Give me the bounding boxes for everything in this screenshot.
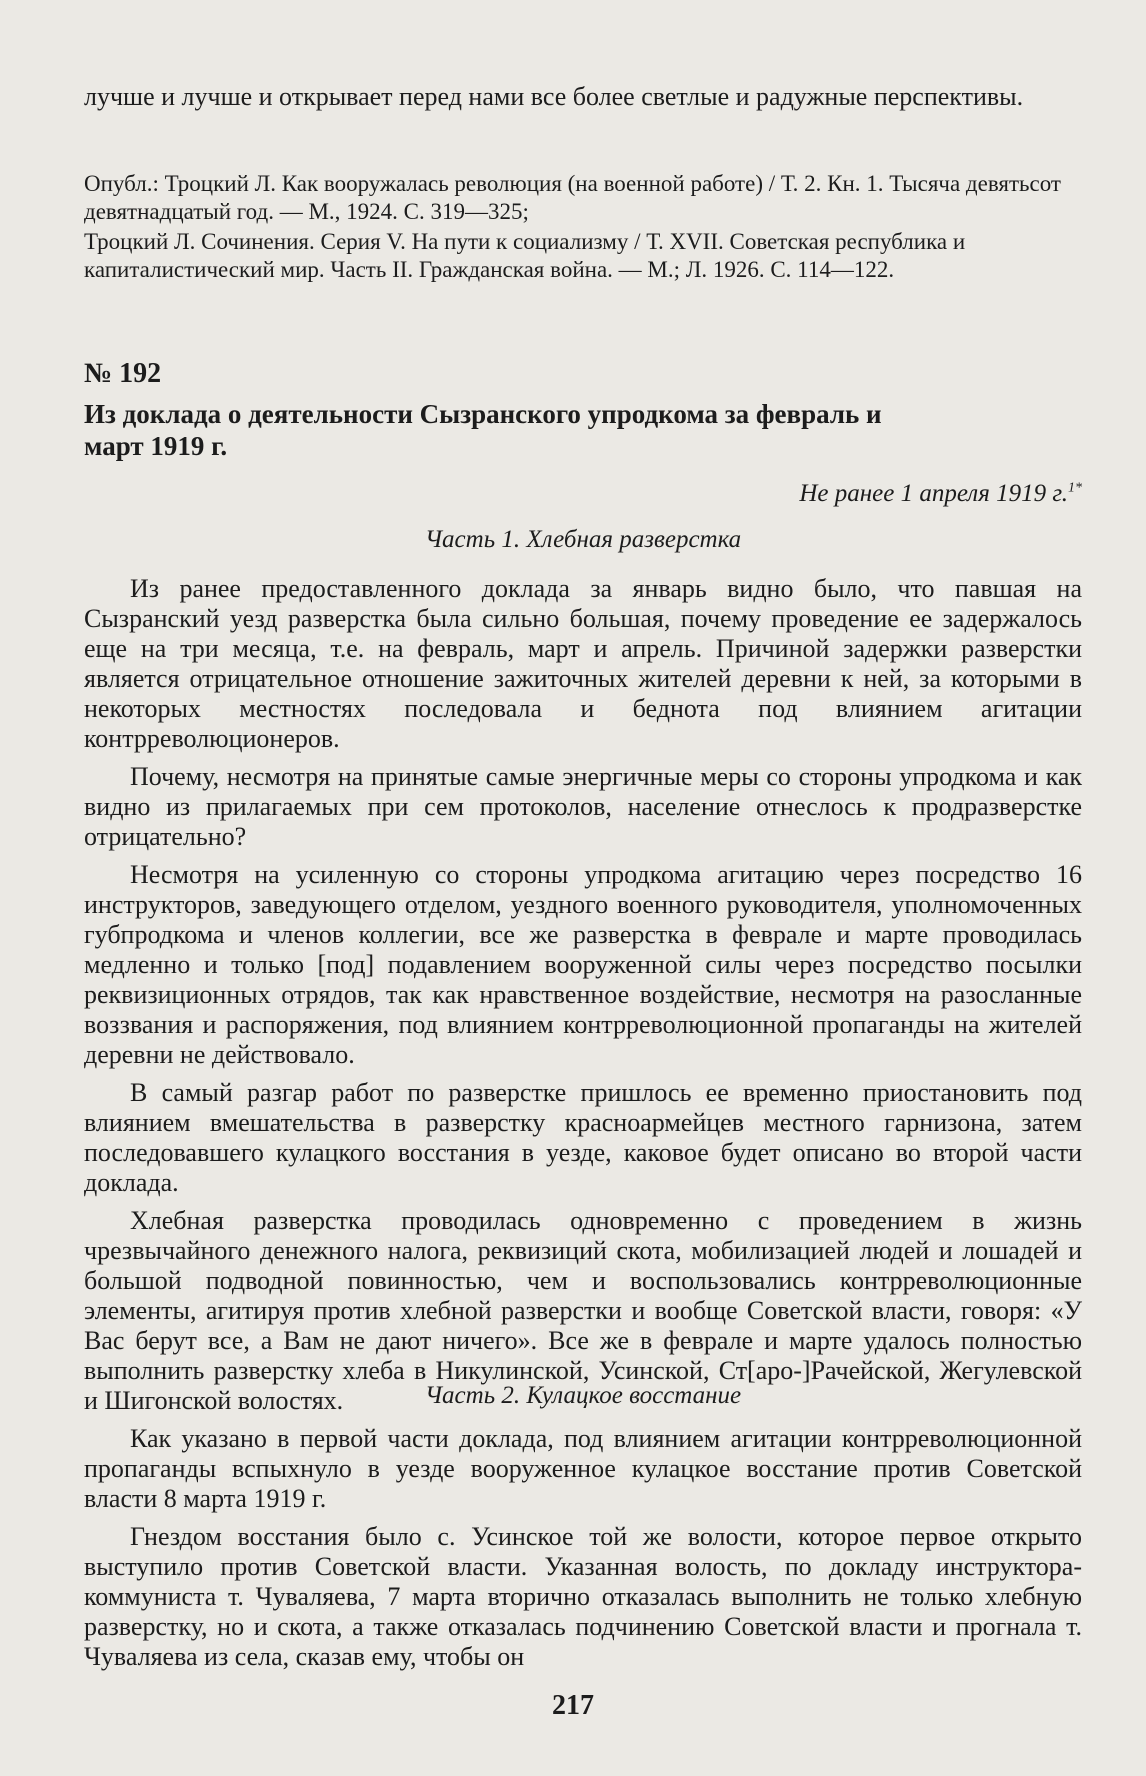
continuation-text	[84, 82, 1082, 112]
paragraph: В самый разгар работ по разверстке пришлось ее временно приостановить под влиянием вмешательства в разверстку красноармейцев местного гарнизона, затем последовавшего кулацкого восстания в уезде, каковое будет описано во второй части доклада.	[84, 1078, 1082, 1197]
paragraph: Из ранее предоставленного доклада за январь видно было, что павшая на Сызранский уезд разверстка была сильно большая, почему проведение ее задержалось еще на три месяца, т.е. на февраль, март и апрель. Причиной задержки разверстки является отрицательное отношение зажиточных жителей деревни к ней, за которыми в некоторых местностях последовала и беднота под влиянием агитации контрреволюционеров.	[84, 574, 1082, 753]
date-text: Не ранее 1 апреля 1919 г.	[799, 480, 1068, 507]
date-footnote-mark: 1*	[1068, 480, 1082, 496]
paragraph: Несмотря на усиленную со стороны упродкома агитацию через посредство 16 инструкторов, заведующего отделом, уездного военного руководителя, уполномоченных губпродкома и членов коллегии, все же разверстка в феврале и марте проводилась медленно и только [под] подавлением вооруженной силы через посредство посылки реквизиционных отрядов, так как нравственное воздействие, несмотря на разосланные воззвания и распоряжения, под влиянием контрреволюционной пропаганды на жителей деревни не действовало.	[84, 860, 1082, 1069]
part1-title: Часть 1. Хлебная разверстка	[424, 526, 742, 553]
part2-title: Часть 2. Кулацкое восстание	[424, 1382, 742, 1409]
doc-title: Из доклада о деятельности Сызранского упродкома за февраль и март 1919 г.	[84, 399, 882, 461]
doc-number: № 192	[84, 358, 162, 389]
date-line	[84, 480, 1082, 508]
paragraph: Гнездом восстания было с. Усинское той же волости, которое первое открыто выступило против Советской власти. Указанная волость, по докладу инструктора-коммуниста т. Чуваляева, 7 марта вторично отказалась выполнить не только хлебную разверстку, но и скота, а также отказалась подчинению Советской власти и прогнала т. Чуваляева из села, сказав ему, чтобы он	[84, 1522, 1082, 1671]
part1-body	[84, 574, 1082, 1424]
paragraph: Как указано в первой части доклада, под влиянием агитации контрреволюционной пропаганды вспыхнуло в уезде вооруженное кулацкое восстание против Советской власти 8 марта 1919 г.	[84, 1424, 1082, 1513]
page-number: 217	[552, 1690, 594, 1721]
document-number	[84, 358, 1082, 390]
publication-sources	[84, 170, 1082, 284]
part2-body	[84, 1424, 1082, 1680]
paragraph: Почему, несмотря на принятые самые энергичные меры со стороны упродкома и как видно из прилагаемых при сем протоколов, население отнеслось к продразверстке отрицательно?	[84, 762, 1082, 851]
continuation-paragraph: лучше и лучше и открывает перед нами все более светлые и радужные перспективы.	[84, 82, 1024, 111]
document-date	[84, 480, 1082, 508]
part1-heading	[84, 526, 1082, 554]
source-citation-1: Опубл.: Троцкий Л. Как вооружалась революция (на военной работе) / Т. 2. Кн. 1. Тысяча девятьсот девятнадцатый год. — М., 1924. С. 319—325;	[84, 171, 1061, 224]
part2-heading	[84, 1382, 1082, 1410]
source-citation-2: Троцкий Л. Сочинения. Серия V. На пути к социализму / Т. XVII. Советская республика и капиталистический мир. Часть II. Гражданская война. — М.; Л. 1926. С. 114—122.	[84, 229, 966, 282]
document-heading	[84, 398, 1082, 462]
paragraph: Хлебная разверстка проводилась одновременно с проведением в жизнь чрезвычайного денежного налога, реквизиций скота, мобилизацией людей и лошадей и большой подводной повинностью, чем и воспользовались контрреволюционные элементы, агитируя против хлебной разверстки и вообще Советской власти, говоря: «У Вас берут все, а Вам не дают ничего». Все же в феврале и марте удалось полностью выполнить разверстку хлеба в Никулинской, Усинской, Ст[аро-]Рачейской, Жегулевской и Шигонской волостях.	[84, 1206, 1082, 1415]
